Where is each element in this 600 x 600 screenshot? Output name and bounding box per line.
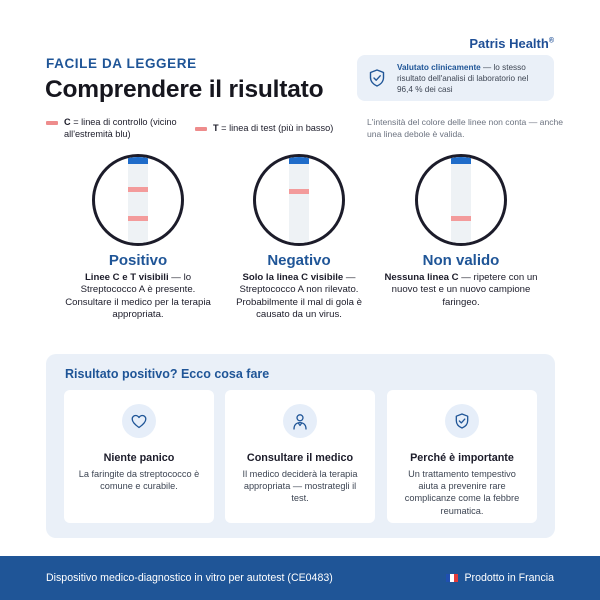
strip-cap xyxy=(289,157,309,164)
validation-text xyxy=(397,62,546,95)
footer-device-note: Dispositivo medico-diagnostico in vitro per autotest (CE0483) xyxy=(46,572,333,584)
card-title: Consultare il medico xyxy=(246,452,354,464)
legend-t-desc: = linea di test (più in basso) xyxy=(218,123,334,133)
card-title: Niente panico xyxy=(103,452,175,464)
strip-cap xyxy=(451,157,471,164)
shield-check-icon xyxy=(445,404,479,438)
result-lead: Solo la linea C visibile xyxy=(242,272,344,283)
panel-title: Risultato positivo? Ecco cosa fare xyxy=(65,367,270,381)
result-detail: — ripetere con un nuovo test e un nuovo campione faringeo. xyxy=(391,272,538,308)
page-title: Comprendere il risultato xyxy=(45,76,324,103)
made-in-france xyxy=(446,572,554,584)
test-strip-positive xyxy=(92,154,184,246)
clinical-validation-badge xyxy=(357,55,554,101)
results-row xyxy=(0,150,600,350)
result-lead: Nessuna linea C xyxy=(384,272,459,283)
card-text: Il medico deciderà la terapia appropriata — mostrategli il test. xyxy=(242,469,358,504)
footer-bar xyxy=(0,556,600,600)
made-in-label: Prodotto in Francia xyxy=(464,572,554,584)
result-detail: — lo Streptococco A è presente. Consultare il medico per la terapia appropriata. xyxy=(65,272,211,321)
test-strip-invalid xyxy=(415,154,507,246)
control-line-swatch xyxy=(46,121,58,125)
strip-t-line xyxy=(128,216,148,221)
card-text: Un trattamento tempestivo aiuta a prevenire rare complicanze come la febbre reumatica. xyxy=(404,469,520,516)
test-strip-negative xyxy=(253,154,345,246)
card-title: Perché è importante xyxy=(410,452,514,464)
result-name: Negativo xyxy=(267,252,331,269)
result-name: Positivo xyxy=(108,252,168,269)
legend-c-desc: = linea di controllo (vicino all'estremità blu) xyxy=(64,117,177,139)
brand-logo xyxy=(469,36,554,51)
result-description xyxy=(381,272,541,309)
result-positive xyxy=(58,150,218,322)
strip xyxy=(289,157,309,243)
card-why-important xyxy=(387,390,537,523)
strip xyxy=(451,157,471,243)
legend-c-letter: C xyxy=(64,117,71,127)
heart-icon xyxy=(122,404,156,438)
brand-name: Patris Health xyxy=(469,36,549,51)
result-invalid xyxy=(381,150,541,309)
brand-registered-mark: ® xyxy=(548,37,554,45)
legend-test-line xyxy=(195,123,373,135)
legend-test-text xyxy=(213,123,373,135)
strip-c-line xyxy=(128,187,148,192)
result-description xyxy=(219,272,379,322)
result-name: Non valido xyxy=(422,252,500,269)
legend-control-line xyxy=(46,117,192,140)
test-line-swatch xyxy=(195,127,207,131)
shield-check-icon xyxy=(369,69,385,87)
result-negative xyxy=(219,150,379,322)
legend-t-letter: T xyxy=(213,123,219,133)
legend-control-text xyxy=(64,117,192,140)
card-no-panic xyxy=(64,390,214,523)
card-text: La faringite da streptococco è comune e curabile. xyxy=(78,469,200,492)
result-detail: — Streptococco A non rilevato. Probabilmente il mal di gola è causato da un virus. xyxy=(236,272,362,321)
strip-c-line xyxy=(289,189,309,194)
strip xyxy=(128,157,148,243)
positive-result-panel xyxy=(46,354,555,538)
doctor-icon xyxy=(283,404,317,438)
result-description xyxy=(58,272,218,322)
validation-detail: — lo stesso risultato dell'analisi di laboratorio nel 96,4 % dei casi xyxy=(397,62,529,94)
eyebrow-label: FACILE DA LEGGERE xyxy=(46,56,197,71)
validation-lead: Valutato clinicamente xyxy=(397,62,481,72)
result-lead: Linee C e T visibili xyxy=(84,272,169,283)
strip-t-line xyxy=(451,216,471,221)
card-consult-doctor xyxy=(225,390,375,523)
strip-cap xyxy=(128,157,148,164)
line-intensity-note: L'intensità del colore delle linee non conta — anche una linea debole è valida. xyxy=(367,117,564,139)
france-flag-icon xyxy=(446,574,458,582)
